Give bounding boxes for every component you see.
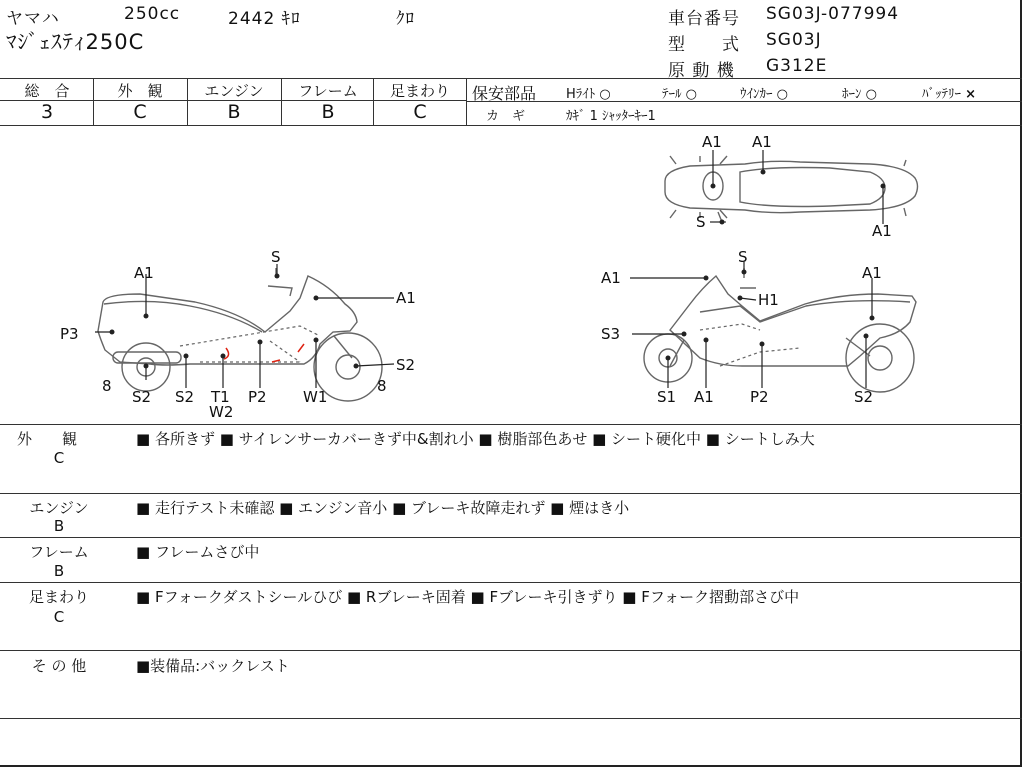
chassis-label: 車台番号	[668, 9, 740, 29]
check-mark-icon: ○	[599, 87, 611, 102]
divider	[187, 78, 188, 125]
key-value: ｶｷﾞ 1 ｼｬｯﾀｰｷｰ1	[566, 109, 656, 124]
marker-label: S2	[854, 388, 874, 406]
safety-item-headlight: Hﾗｲﾄ ○	[566, 87, 611, 102]
type-value: SG03J	[766, 30, 822, 50]
marker-label: S3	[601, 325, 621, 343]
marker-label: S	[738, 248, 748, 266]
grade-suspension-label: 足まわり	[389, 82, 450, 100]
divider	[0, 650, 1022, 651]
marker-label: A1	[396, 289, 416, 307]
divider	[0, 718, 1022, 719]
grade-frame-label: フレーム	[298, 82, 358, 100]
grade-engine-value: B	[227, 101, 241, 123]
marker-label: A1	[862, 264, 882, 282]
divider	[0, 78, 1022, 79]
section-frame-grade: B	[53, 562, 65, 580]
section-other-title: そ の 他	[31, 657, 87, 675]
section-engine-title: エンジン	[29, 499, 89, 517]
section-suspension-text: ■ Fフォークダストシールひび ■ Rブレーキ固着 ■ Fブレーキ引きずり ■ Fフォーク摺動部さび中	[136, 588, 800, 606]
divider	[0, 424, 1022, 425]
check-mark-icon: ○	[865, 87, 877, 102]
grade-suspension-value: C	[413, 101, 427, 123]
scooter-left-view	[98, 268, 382, 401]
marker-label: S2	[175, 388, 195, 406]
section-engine-text: ■ 走行テスト未確認 ■ エンジン音小 ■ ブレーキ故障走れず ■ 煙はき小	[136, 499, 630, 517]
marker-label: P3	[60, 325, 79, 343]
mileage: 2442 ｷﾛ	[228, 9, 301, 29]
cross-mark-icon: ×	[965, 87, 977, 102]
grade-overall-value: 3	[40, 101, 54, 123]
marker-label: W2	[209, 403, 234, 421]
safety-item-tail: ﾃｰﾙ ○	[662, 87, 697, 102]
section-suspension-title: 足まわり	[28, 588, 89, 606]
marker-label: A1	[872, 222, 892, 240]
marker-label: 8	[102, 377, 112, 395]
marker-label: P2	[248, 388, 267, 406]
grade-exterior-value: C	[133, 101, 147, 123]
marker-label: W1	[303, 388, 328, 406]
section-suspension-grade: C	[53, 608, 65, 626]
divider	[0, 493, 1022, 494]
marker-label: P2	[750, 388, 769, 406]
divider	[0, 537, 1022, 538]
marker-label: 8	[377, 377, 387, 395]
marker-label: A1	[752, 133, 772, 151]
maker: ヤマハ	[6, 9, 60, 29]
grade-frame-value: B	[321, 101, 335, 123]
engine-model-label: 原 動 機	[668, 61, 735, 81]
section-exterior-title: 外 観	[16, 430, 77, 448]
scooter-right-view	[644, 268, 916, 392]
model-name: ﾏｼﾞｪｽﾃｨ250C	[6, 30, 145, 54]
grade-engine-label: エンジン	[204, 82, 264, 100]
grade-overall-label: 総 合	[24, 82, 70, 100]
divider	[466, 78, 467, 125]
section-frame-title: フレーム	[29, 543, 89, 561]
divider	[281, 78, 282, 125]
divider	[373, 78, 374, 125]
key-label: カ ギ	[486, 109, 526, 124]
divider	[0, 582, 1022, 583]
marker-label: A1	[134, 264, 154, 282]
marker-label: S	[271, 248, 281, 266]
marker-label: A1	[694, 388, 714, 406]
check-mark-icon: ○	[776, 87, 788, 102]
damage-diagram	[0, 126, 1020, 424]
divider	[93, 78, 94, 125]
marker-label: T1	[211, 388, 230, 406]
marker-label: S	[696, 213, 706, 231]
marker-label: S2	[396, 356, 416, 374]
section-exterior-text: ■ 各所きず ■ サイレンサーカバーきず中&割れ小 ■ 樹脂部色あせ ■ シート硬化中 ■ シートしみ大	[136, 430, 815, 448]
engine-model-value: G312E	[766, 56, 828, 76]
marker-label: S1	[657, 388, 677, 406]
safety-item-battery: ﾊﾞｯﾃﾘｰ ×	[922, 87, 977, 102]
section-engine-grade: B	[53, 517, 65, 535]
safety-item-winker: ｳｲﾝｶｰ ○	[740, 87, 788, 102]
marker-label: H1	[758, 291, 779, 309]
safety-item-horn: ﾎｰﾝ ○	[842, 87, 877, 102]
marker-label: S2	[132, 388, 152, 406]
section-frame-text: ■ フレームさび中	[136, 543, 260, 561]
color: ｸﾛ	[396, 9, 415, 29]
damage-markers	[95, 150, 886, 388]
safety-title: 保安部品	[472, 84, 537, 103]
marker-label: A1	[601, 269, 621, 287]
chassis-value: SG03J-077994	[766, 4, 900, 24]
section-other-text: ■装備品:バックレスト	[136, 657, 290, 675]
marker-label: A1	[702, 133, 722, 151]
type-label: 型 式	[668, 35, 740, 55]
grade-exterior-label: 外 観	[117, 82, 163, 100]
displacement: 250cc	[124, 4, 181, 24]
check-mark-icon: ○	[685, 87, 697, 102]
section-exterior-grade: C	[53, 449, 65, 467]
